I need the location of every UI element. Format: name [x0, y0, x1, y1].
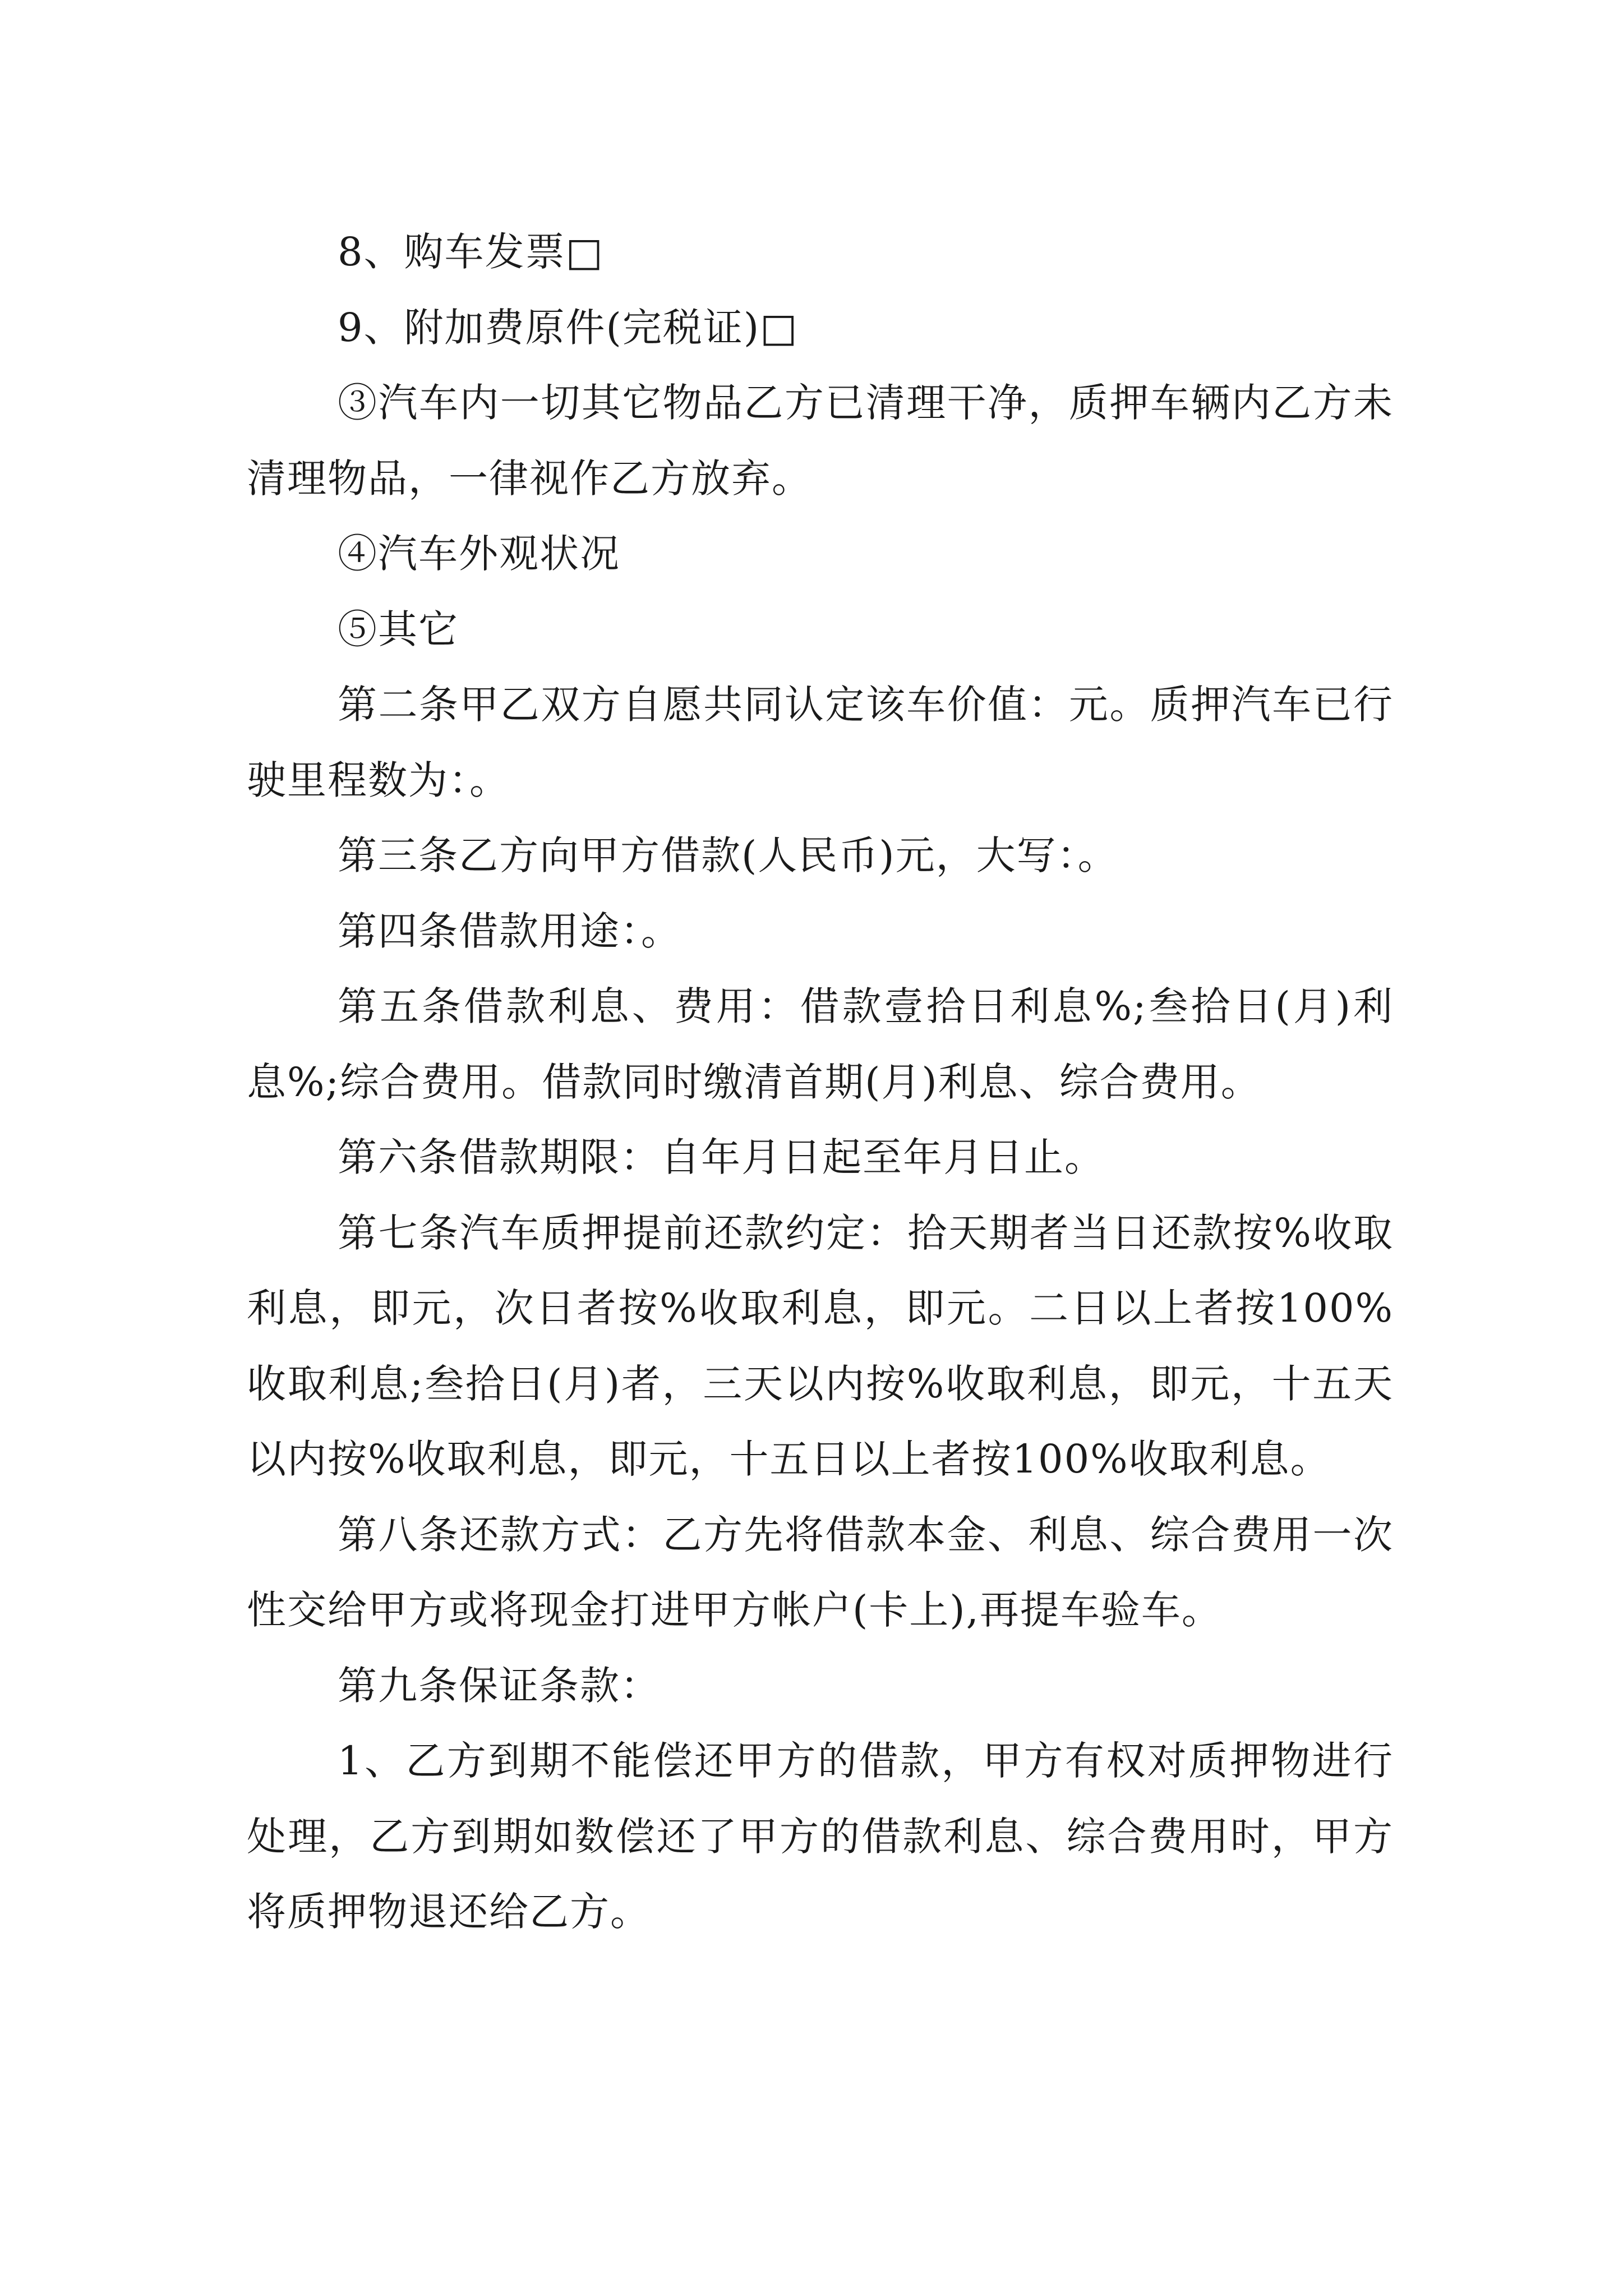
paragraph-article-9-clause-1: 1、乙方到期不能偿还甲方的借款，甲方有权对质押物进行处理，乙方到期如数偿还了甲方的借款利息、综合费用时，甲方将质押物退还给乙方。: [247, 1738, 1394, 1935]
paragraph-article-8: 第八条还款方式：乙方先将借款本金、利息、综合费用一次性交给甲方或将现金打进甲方帐户(卡上),再提车验车。: [247, 1511, 1394, 1633]
paragraph-article-2: 第二条甲乙双方自愿共同认定该车价值：元。质押汽车已行驶里程数为：。: [247, 682, 1394, 803]
paragraph-item-5-other: ⑤其它: [338, 606, 459, 652]
paragraph-article-7: 第七条汽车质押提前还款约定：拾天期者当日还款按%收取利息，即元，次日者按%收取利息，即元。二日以上者按100%收取利息;叁拾日(月)者，三天以内按%收取利息，即元，十五天以内按%收取利息，即元，十五日以上者按100%收取利息。: [247, 1209, 1394, 1482]
paragraph-item-3-belongings: ③汽车内一切其它物品乙方已清理干净，质押车辆内乙方未清理物品，一律视作乙方放弃。: [247, 380, 1394, 501]
paragraph-article-6: 第六条借款期限：自年月日起至年月日止。: [338, 1134, 1105, 1180]
paragraph-article-5: 第五条借款利息、费用：借款壹拾日利息%;叁拾日(月)利息%;综合费用。借款同时缴清首期(月)利息、综合费用。: [247, 983, 1394, 1105]
paragraph-article-4: 第四条借款用途：。: [338, 908, 681, 954]
document-body: [247, 214, 1394, 1950]
paragraph-article-9: 第九条保证条款：: [338, 1662, 661, 1709]
paragraph-article-3: 第三条乙方向甲方借款(人民币)元，大写：。: [338, 832, 1118, 878]
paragraph-item-4-appearance: ④汽车外观状况: [338, 531, 620, 577]
paragraph-item-9-surcharge: 9、附加费原件(完税证)□: [338, 304, 799, 351]
paragraph-item-8-invoice: 8、购车发票□: [338, 229, 604, 275]
